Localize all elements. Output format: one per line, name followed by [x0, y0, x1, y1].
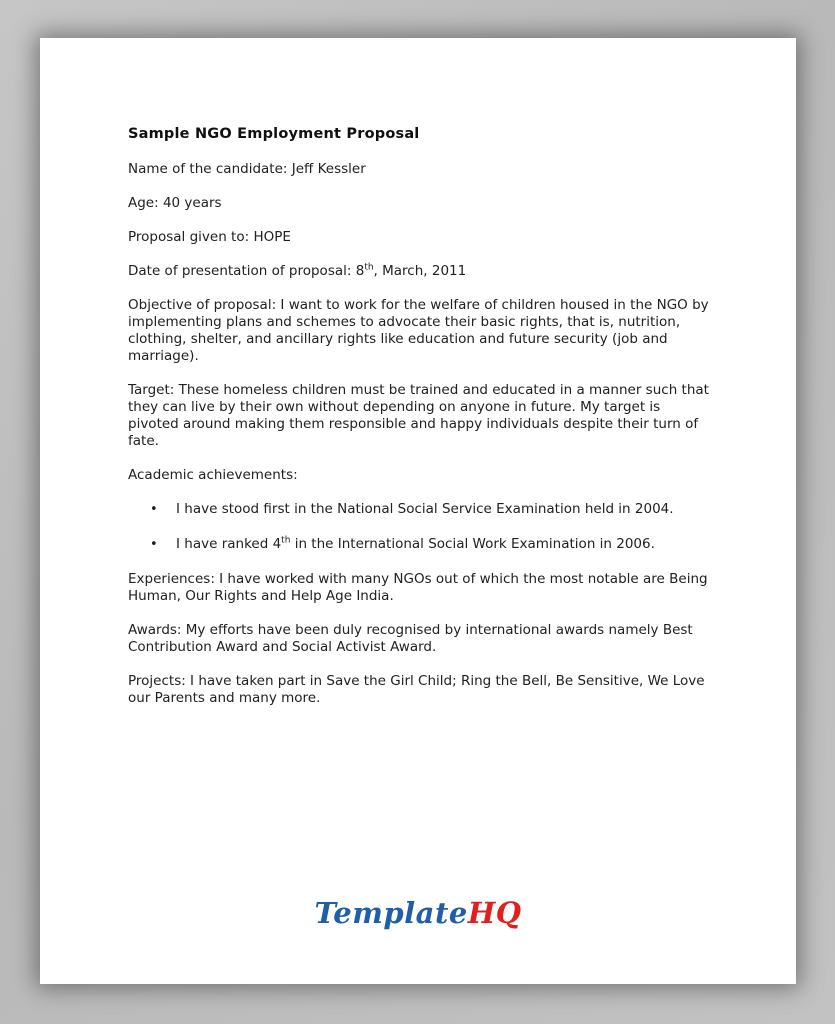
document-page: [40, 38, 796, 984]
logo-hq-text: HQ: [467, 896, 522, 930]
bullet-icon: •: [150, 537, 158, 552]
bullet-text-pre: I have ranked 4: [176, 536, 282, 552]
paragraph-projects: Projects: I have taken part in Save the Girl Child; Ring the Bell, Be Sensitive, We Love our Parents and many more.: [128, 673, 705, 706]
meta-line-candidate-name: Name of the candidate: Jeff Kessler: [128, 161, 366, 177]
bullet-text-post: in the International Social Work Examination in 2006.: [290, 536, 655, 552]
date-text-post: , March, 2011: [373, 263, 467, 279]
document-title: Sample NGO Employment Proposal: [128, 126, 420, 142]
date-text-pre: Date of presentation of proposal: 8: [128, 263, 365, 279]
bullet-superscript: th: [281, 535, 291, 546]
date-superscript: th: [364, 262, 374, 273]
meta-line-age: Age: 40 years: [128, 195, 222, 211]
brand-logo: [40, 896, 796, 930]
paragraph-awards: Awards: My efforts have been duly recognised by international awards namely Best Contribution Award and Social Activist Award.: [128, 622, 693, 655]
logo-template-text: Template: [314, 896, 468, 930]
paragraph-target: Target: These homeless children must be trained and educated in a manner such that they can live by their own without depending on anyone in future. My target is pivoted around making them responsible and happy individuals despite their turn of fate.: [128, 382, 709, 449]
meta-line-date: [128, 263, 712, 280]
list-item-text: [176, 536, 655, 553]
paragraph-experiences: Experiences: I have worked with many NGOs out of which the most notable are Being Human, Our Rights and Help Age India.: [128, 571, 708, 604]
list-item: [150, 501, 712, 518]
list-item-text: I have stood first in the National Social Service Examination held in 2004.: [176, 501, 674, 517]
achievements-list: [128, 501, 712, 553]
list-item: [150, 536, 712, 553]
bullet-icon: •: [150, 502, 158, 517]
achievements-heading: Academic achievements:: [128, 467, 298, 483]
meta-line-proposal-given-to: Proposal given to: HOPE: [128, 229, 291, 245]
document-content: [128, 126, 712, 724]
paragraph-objective: Objective of proposal: I want to work for the welfare of children housed in the NGO by implementing plans and schemes to advocate their basic rights, that is, nutrition, clothing, shelter, and ancillary rights like education and future security (job and marriage).: [128, 297, 709, 364]
